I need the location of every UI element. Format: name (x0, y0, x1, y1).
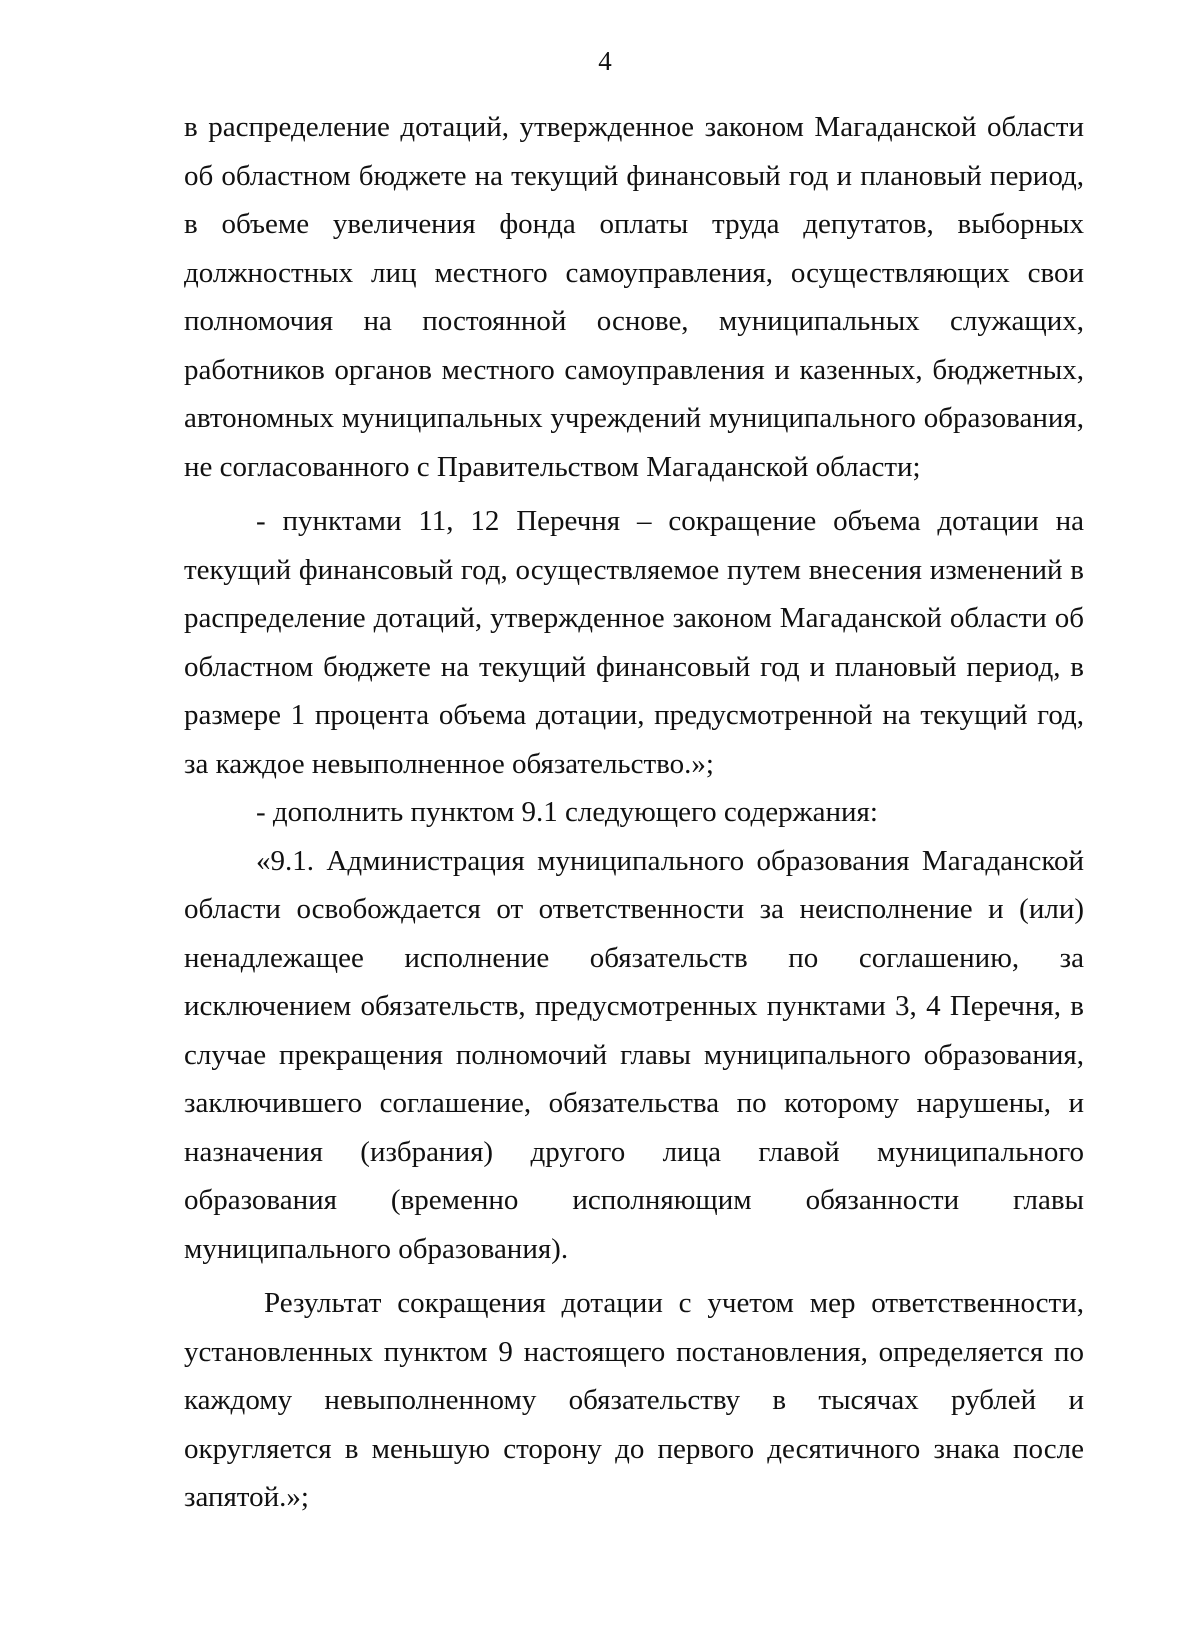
paragraph-add-item-9-1: - дополнить пунктом 9.1 следующего содержания: (256, 796, 878, 828)
paragraph-continuation: в распределение дотаций, утвержденное законом Магаданской области об областном бюджете на текущий финансовый год и плановый период, в объеме увеличения фонда оплаты труда депутатов, выборных должностных лиц местного самоуправления, осуществляющих свои полномочия на постоянной основе, муниципальных служащих, работников органов местного самоуправления и казенных, бюджетных, автономных муниципальных учреждений муниципального образования, не согласованного с Правительством Магаданской области; (184, 111, 1084, 483)
paragraph-items-11-12: - пунктами 11, 12 Перечня – сокращение объема дотации на текущий финансовый год, осуществляемое путем внесения изменений в распределение дотаций, утвержденное законом Магаданской области об областном бюджете на текущий финансовый год и плановый период, в размере 1 процента объема дотации, предусмотренной на текущий год, за каждое невыполненное обязательство.»; (184, 505, 1084, 780)
paragraph-result: Результат сокращения дотации с учетом мер ответственности, установленных пунктом 9 настоящего постановления, определяется по каждому невыполненному обязательству в тысячах рублей и округляется в меньшую сторону до первого десятичного знака после запятой.»; (184, 1287, 1084, 1513)
document-body (184, 103, 1084, 1522)
paragraph-item-9-1: «9.1. Администрация муниципального образования Магаданской области освобождается от ответственности за неисполнение и (или) ненадлежащее исполнение обязательств по соглашению, за исключением обязательств, предусмотренных пунктами 3, 4 Перечня, в случае прекращения полномочий главы муниципального образования, заключившего соглашение, обязательства по которому нарушены, и назначения (избрания) другого лица главой муниципального образования (временно исполняющим обязанности главы муниципального образования). (184, 844, 1084, 1265)
page-number: 4 (598, 46, 612, 76)
